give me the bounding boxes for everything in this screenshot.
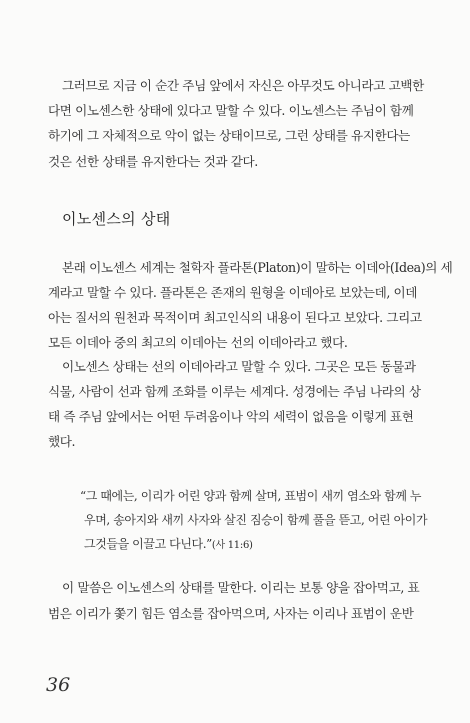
section-heading: 이노센스의 상태 (62, 210, 171, 228)
paragraph-1-line-1: 그러므로 지금 이 순간 주님 앞에서 자신은 아무것도 아니라고 고백한 (62, 78, 424, 93)
bible-citation: (사 11:6) (211, 540, 253, 551)
paragraph-1-line-3: 하기에 그 자체적으로 악이 없는 상태이므로, 그런 상태를 유지한다는 (48, 128, 410, 143)
paragraph-1-line-4: 것은 선한 상태를 유지한다는 것과 같다. (48, 154, 258, 169)
paragraph-1-line-2: 다면 이노센스한 상태에 있다고 말할 수 있다. 이노센스는 주님이 함께 (48, 103, 414, 118)
bible-quote-line-3 (84, 535, 253, 552)
paragraph-2-line-2: 계라고 말할 수 있다. 플라톤은 존재의 원형을 이데아로 보았는데, 이데 (48, 285, 418, 300)
page-number: 36 (46, 674, 71, 696)
paragraph-4-line-1: 이 말씀은 이노센스의 상태를 말한다. 이리는 보통 양을 잡아먹고, 표 (62, 580, 420, 595)
paragraph-3-line-2: 식물, 사람이 선과 함께 조화를 이루는 세계다. 성경에는 주님 나라의 상 (48, 384, 421, 399)
paragraph-3-line-1: 이노센스 상태는 선의 이데아라고 말할 수 있다. 그곳은 모든 동물과 (62, 359, 416, 374)
paragraph-2-line-3: 아는 질서의 원천과 목적이며 최고인식의 내용이 된다고 보았다. 그리고 (48, 310, 422, 325)
bible-quote-line-2: 우며, 송아지와 새끼 사자와 살진 짐승이 함께 풀을 뜯고, 어린 아이가 (84, 513, 428, 527)
paragraph-3-line-4: 했다. (48, 434, 76, 449)
paragraph-2-line-1: 본래 이노센스 세계는 철학자 플라톤(Platon)이 말하는 이데아(Idea)의 세 (62, 260, 453, 275)
paragraph-3-line-3: 태 즉 주님 앞에서는 어떤 두려움이나 악의 세력이 없음을 이렇게 표현 (48, 409, 414, 424)
bible-quote-line-1: “그 때에는, 이리가 어린 양과 함께 살며, 표범이 새끼 염소와 함께 누 (80, 489, 422, 503)
paragraph-2-line-4: 모든 이데아 중의 최고의 이데아는 선의 이데아라고 했다. (48, 335, 348, 350)
bible-quote-text: 그것들을 이끌고 다닌다.” (84, 537, 212, 551)
paragraph-4-line-2: 범은 이리가 쫓기 힘든 염소를 잡아먹으며, 사자는 이리나 표범이 운반 (48, 606, 414, 621)
